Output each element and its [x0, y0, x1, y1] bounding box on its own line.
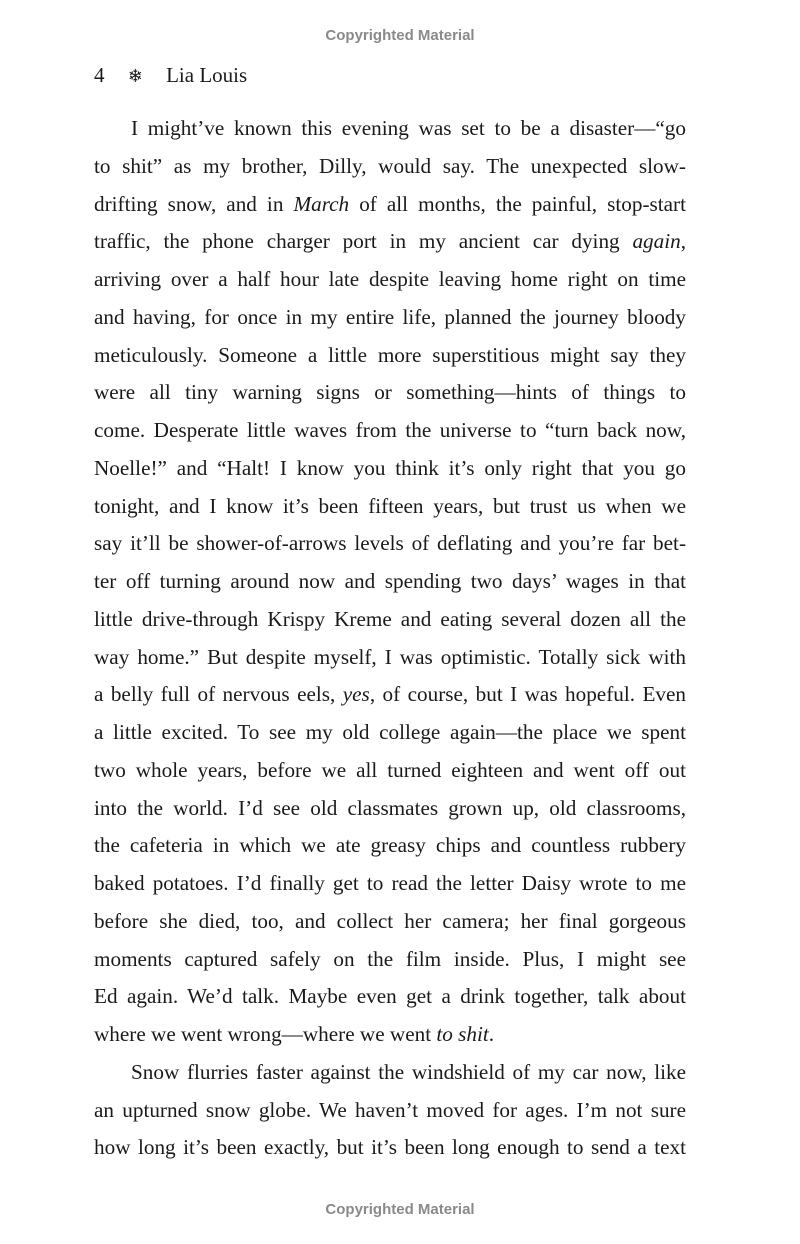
text-line: moments captured safely on the film inside. Plus, I might see [94, 946, 686, 971]
text-line: say it’ll be shower-of-arrows levels of deflating and you’re far bet- [94, 531, 686, 556]
text-line: ter off turning around now and spending two days’ wages in that [94, 569, 686, 593]
text-line: before she died, too, and collect her camera; her final gorgeous [94, 908, 686, 933]
text-line: drifting snow, and in March of all months, the painful, stop-start [94, 191, 686, 216]
running-head [94, 63, 247, 88]
text-line: and having, for once in my entire life, planned the journey bloody [94, 304, 686, 329]
text-line: traffic, the phone charger port in my ancient car dying again, [94, 229, 686, 254]
copyright-watermark-bottom: Copyrighted Material [325, 1201, 475, 1218]
snowflake-icon: ❄ [127, 66, 143, 87]
text-line: to shit” as my brother, Dilly, would say. The unexpected slow- [94, 153, 686, 178]
text-line: Snow flurries faster against the windshield of my car now, like [131, 1059, 686, 1084]
text-line: arriving over a half hour late despite leaving home right on time [94, 267, 686, 291]
text-line: two whole years, before we all turned eighteen and went off out [94, 757, 686, 782]
text-line: where we went wrong—where we went to shit. [94, 1022, 495, 1046]
text-line: how long it’s been exactly, but it’s been long enough to send a text [94, 1135, 686, 1160]
text-line: into the world. I’d see old classmates grown up, old classrooms, [94, 795, 686, 820]
text-line: a belly full of nervous eels, yes, of course, but I was hopeful. Even [94, 682, 686, 707]
text-line: little drive-through Krispy Kreme and eating several dozen all the [94, 606, 686, 631]
author-name: Lia Louis [166, 63, 248, 87]
text-line: an upturned snow globe. We haven’t moved for ages. I’m not sure [94, 1097, 686, 1122]
copyright-watermark-top: Copyrighted Material [325, 27, 475, 44]
text-line: the cafeteria in which we ate greasy chips and countless rubbery [94, 833, 686, 858]
text-line: Noelle!” and “Halt! I know you think it’s only right that you go [94, 455, 686, 480]
text-line: meticulously. Someone a little more superstitious might say they [94, 342, 686, 367]
text-line: tonight, and I know it’s been fifteen years, but trust us when we [94, 493, 686, 518]
text-line: were all tiny warning signs or something—hints of things to [94, 380, 686, 405]
text-line: I might’ve known this evening was set to be a disaster—“go [131, 116, 686, 140]
text-line: Ed again. We’d talk. Maybe even get a drink together, talk about [94, 984, 686, 1009]
text-line: baked potatoes. I’d finally get to read the letter Daisy wrote to me [94, 871, 686, 895]
text-line: come. Desperate little waves from the universe to “turn back now, [94, 418, 686, 442]
page-number: 4 [94, 63, 105, 87]
text-line: a little excited. To see my old college again—the place we spent [94, 720, 686, 744]
text-line: way home.” But despite myself, I was optimistic. Totally sick with [94, 644, 686, 669]
body-text [94, 110, 686, 1167]
